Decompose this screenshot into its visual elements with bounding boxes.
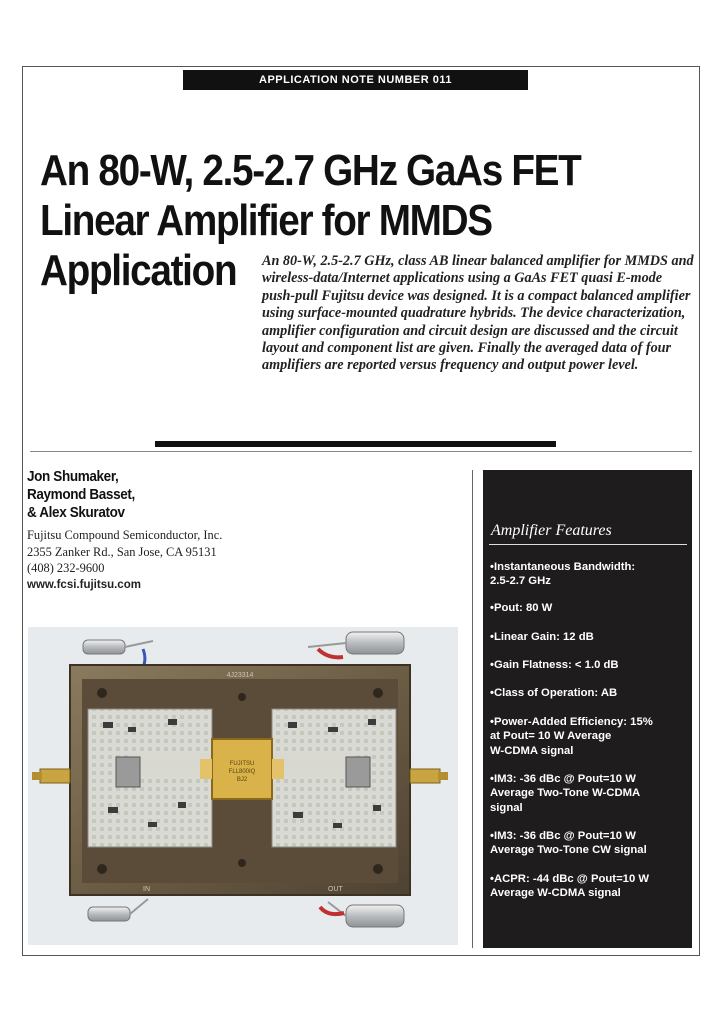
feature-text: •ACPR: -44 dBc @ Pout=10 W [490, 873, 650, 885]
chip-label: FUJITSU [229, 761, 255, 767]
feature-text: •Linear Gain: 12 dB [490, 631, 594, 643]
feature-text: •Pout: 80 W [490, 602, 553, 614]
application-note-banner: APPLICATION NOTE NUMBER 011 [183, 70, 528, 90]
author-name: Raymond Basset, [27, 486, 135, 503]
company-address: 2355 Zanker Rd., San Jose, CA 95131 [27, 544, 217, 559]
affiliation [27, 527, 222, 593]
feature-text: •IM3: -36 dBc @ Pout=10 W [490, 773, 636, 785]
title-line-3: Application [40, 246, 237, 295]
feature-item [490, 686, 690, 700]
feature-text: 2.5-2.7 GHz [490, 575, 551, 588]
feature-item [490, 872, 690, 901]
amplifier-features-panel [483, 470, 692, 948]
amplifier-photo [28, 627, 458, 945]
feature-text: signal [490, 801, 523, 814]
board-marking: 4J23314 [226, 672, 254, 679]
feature-text: Average Two-Tone CW signal [490, 844, 647, 857]
in-port-label: IN [143, 886, 150, 893]
feature-text: •IM3: -36 dBc @ Pout=10 W [490, 830, 636, 842]
feature-text: Average W-CDMA signal [490, 887, 621, 900]
feature-text: Average Two-Tone W-CDMA [490, 787, 641, 800]
features-title-rule [489, 544, 687, 545]
feature-text: •Class of Operation: AB [490, 687, 618, 699]
company-phone: (408) 232-9600 [27, 561, 105, 575]
section-divider-thick [155, 441, 556, 447]
feature-item [490, 560, 690, 589]
out-port-label: OUT [328, 886, 343, 893]
section-divider-thin [30, 451, 692, 452]
company-website-link[interactable]: www.fcsi.fujitsu.com [27, 578, 141, 591]
column-divider [472, 470, 473, 948]
feature-text: at Pout= 10 W Average [490, 730, 612, 743]
title-line-2: Linear Amplifier for MMDS [40, 196, 492, 245]
chip-label: BJ2 [236, 777, 248, 783]
title-line-1: An 80-W, 2.5-2.7 GHz GaAs FET [40, 146, 581, 195]
feature-text: W-CDMA signal [490, 744, 574, 757]
feature-item [490, 658, 690, 672]
feature-text: •Power-Added Efficiency: 15% [490, 716, 653, 728]
abstract: An 80-W, 2.5-2.7 GHz, class AB linear balanced amplifier for MMDS and wireless-data/Internet applications using a GaAs FET quasi E-mode push-pull Fujitsu device was designed. It is a compact balanced amplifier using surface-mounted quadrature hybrids. The device characterization, amplifier configuration and circuit design are discussed and the circuit layout and component list are given. Finally the averaged data of four amplifiers are reported versus frequency and output power level. [262, 253, 694, 374]
feature-item [490, 630, 690, 644]
features-title: Amplifier Features [491, 522, 612, 539]
feature-item [490, 829, 690, 858]
author-list [27, 468, 135, 522]
chip-label: FLL800IQ [228, 769, 256, 775]
feature-text: •Instantaneous Bandwidth: [490, 561, 636, 573]
company-name: Fujitsu Compound Semiconductor, Inc. [27, 528, 223, 542]
author-name: Jon Shumaker, [27, 468, 119, 485]
feature-item [490, 601, 690, 615]
feature-item [490, 715, 690, 758]
amplifier-board-illustration [28, 627, 458, 945]
author-name: & Alex Skuratov [27, 504, 125, 521]
feature-item [490, 772, 690, 815]
feature-text: •Gain Flatness: < 1.0 dB [490, 659, 619, 671]
